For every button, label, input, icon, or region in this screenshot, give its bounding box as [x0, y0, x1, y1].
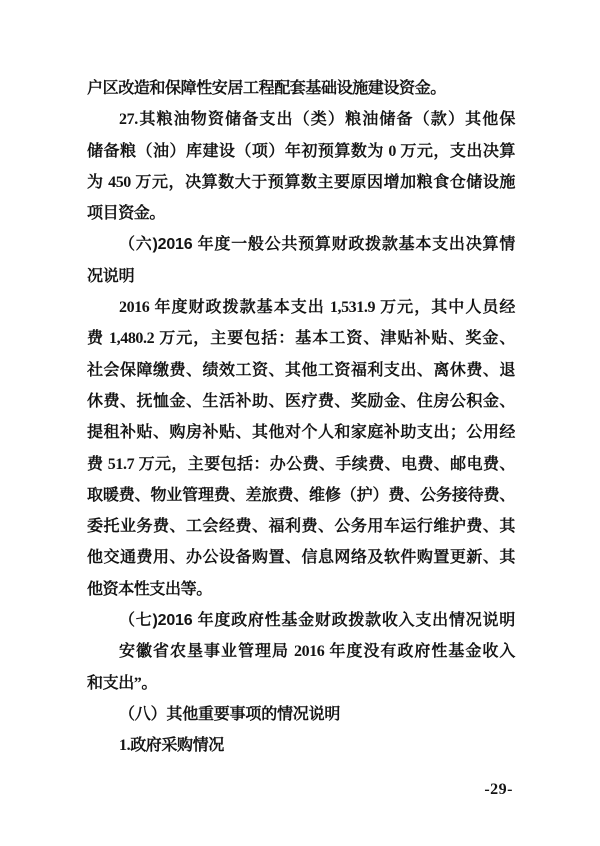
- text-line: 费 1,480.2 万元，主要包括：基本工资、津贴补贴、奖金、: [87, 330, 515, 348]
- text-line: 社会保障缴费、绩效工资、其他工资福利支出、离休费、退: [87, 361, 515, 379]
- text-block: [87, 73, 515, 762]
- text-line: 2016 年度财政拨款基本支出 1,531.9 万元，其中人员经: [119, 299, 515, 317]
- text-line: 委托业务费、工会经费、福利费、公务用车运行维护费、其: [87, 518, 515, 536]
- text-line: 费 51.7 万元，主要包括：办公费、手续费、电费、邮电费、: [87, 455, 515, 473]
- section-heading-6: （六)2016 年度一般公共预算财政拨款基本支出决算情: [119, 236, 515, 254]
- text-line: 户区改造和保障性安居工程配套基础设施建设资金。: [87, 80, 446, 97]
- text-line: 1.政府采购情况: [119, 737, 224, 755]
- text-line: 储备粮（油）库建设（项）年初预算数为 0 万元，支出决算: [87, 142, 515, 160]
- text-line: 27.其粮油物资储备支出（类）粮油储备（款）其他保: [119, 111, 515, 129]
- text-line: 为 450 万元，决算数大于预算数主要原因增加粮食仓储设施: [87, 173, 515, 191]
- text-line: 项目资金。: [87, 205, 166, 223]
- text-line: 他资本性支出等。: [87, 580, 212, 598]
- page-number: -29-: [484, 781, 513, 798]
- text-line: 休费、抚恤金、生活补助、医疗费、奖励金、住房公积金、: [87, 392, 515, 410]
- text-line: 他交通费用、办公设备购置、信息网络及软件购置更新、其: [87, 549, 515, 567]
- text-line: 取暖费、物业管理费、差旅费、维修（护）费、公务接待费、: [87, 486, 515, 504]
- section-heading-8: （八）其他重要事项的情况说明: [119, 705, 341, 723]
- section-heading-6-continued: 况说明: [87, 267, 135, 285]
- text-line: 提租补贴、购房补贴、其他对个人和家庭补助支出；公用经: [87, 424, 515, 442]
- section-heading-7: （七)2016 年度政府性基金财政拨款收入支出情况说明: [119, 612, 515, 630]
- text-line: 安徽省农垦事业管理局 2016 年度没有政府性基金收入: [119, 643, 515, 661]
- text-line: 和支出”。: [87, 674, 158, 692]
